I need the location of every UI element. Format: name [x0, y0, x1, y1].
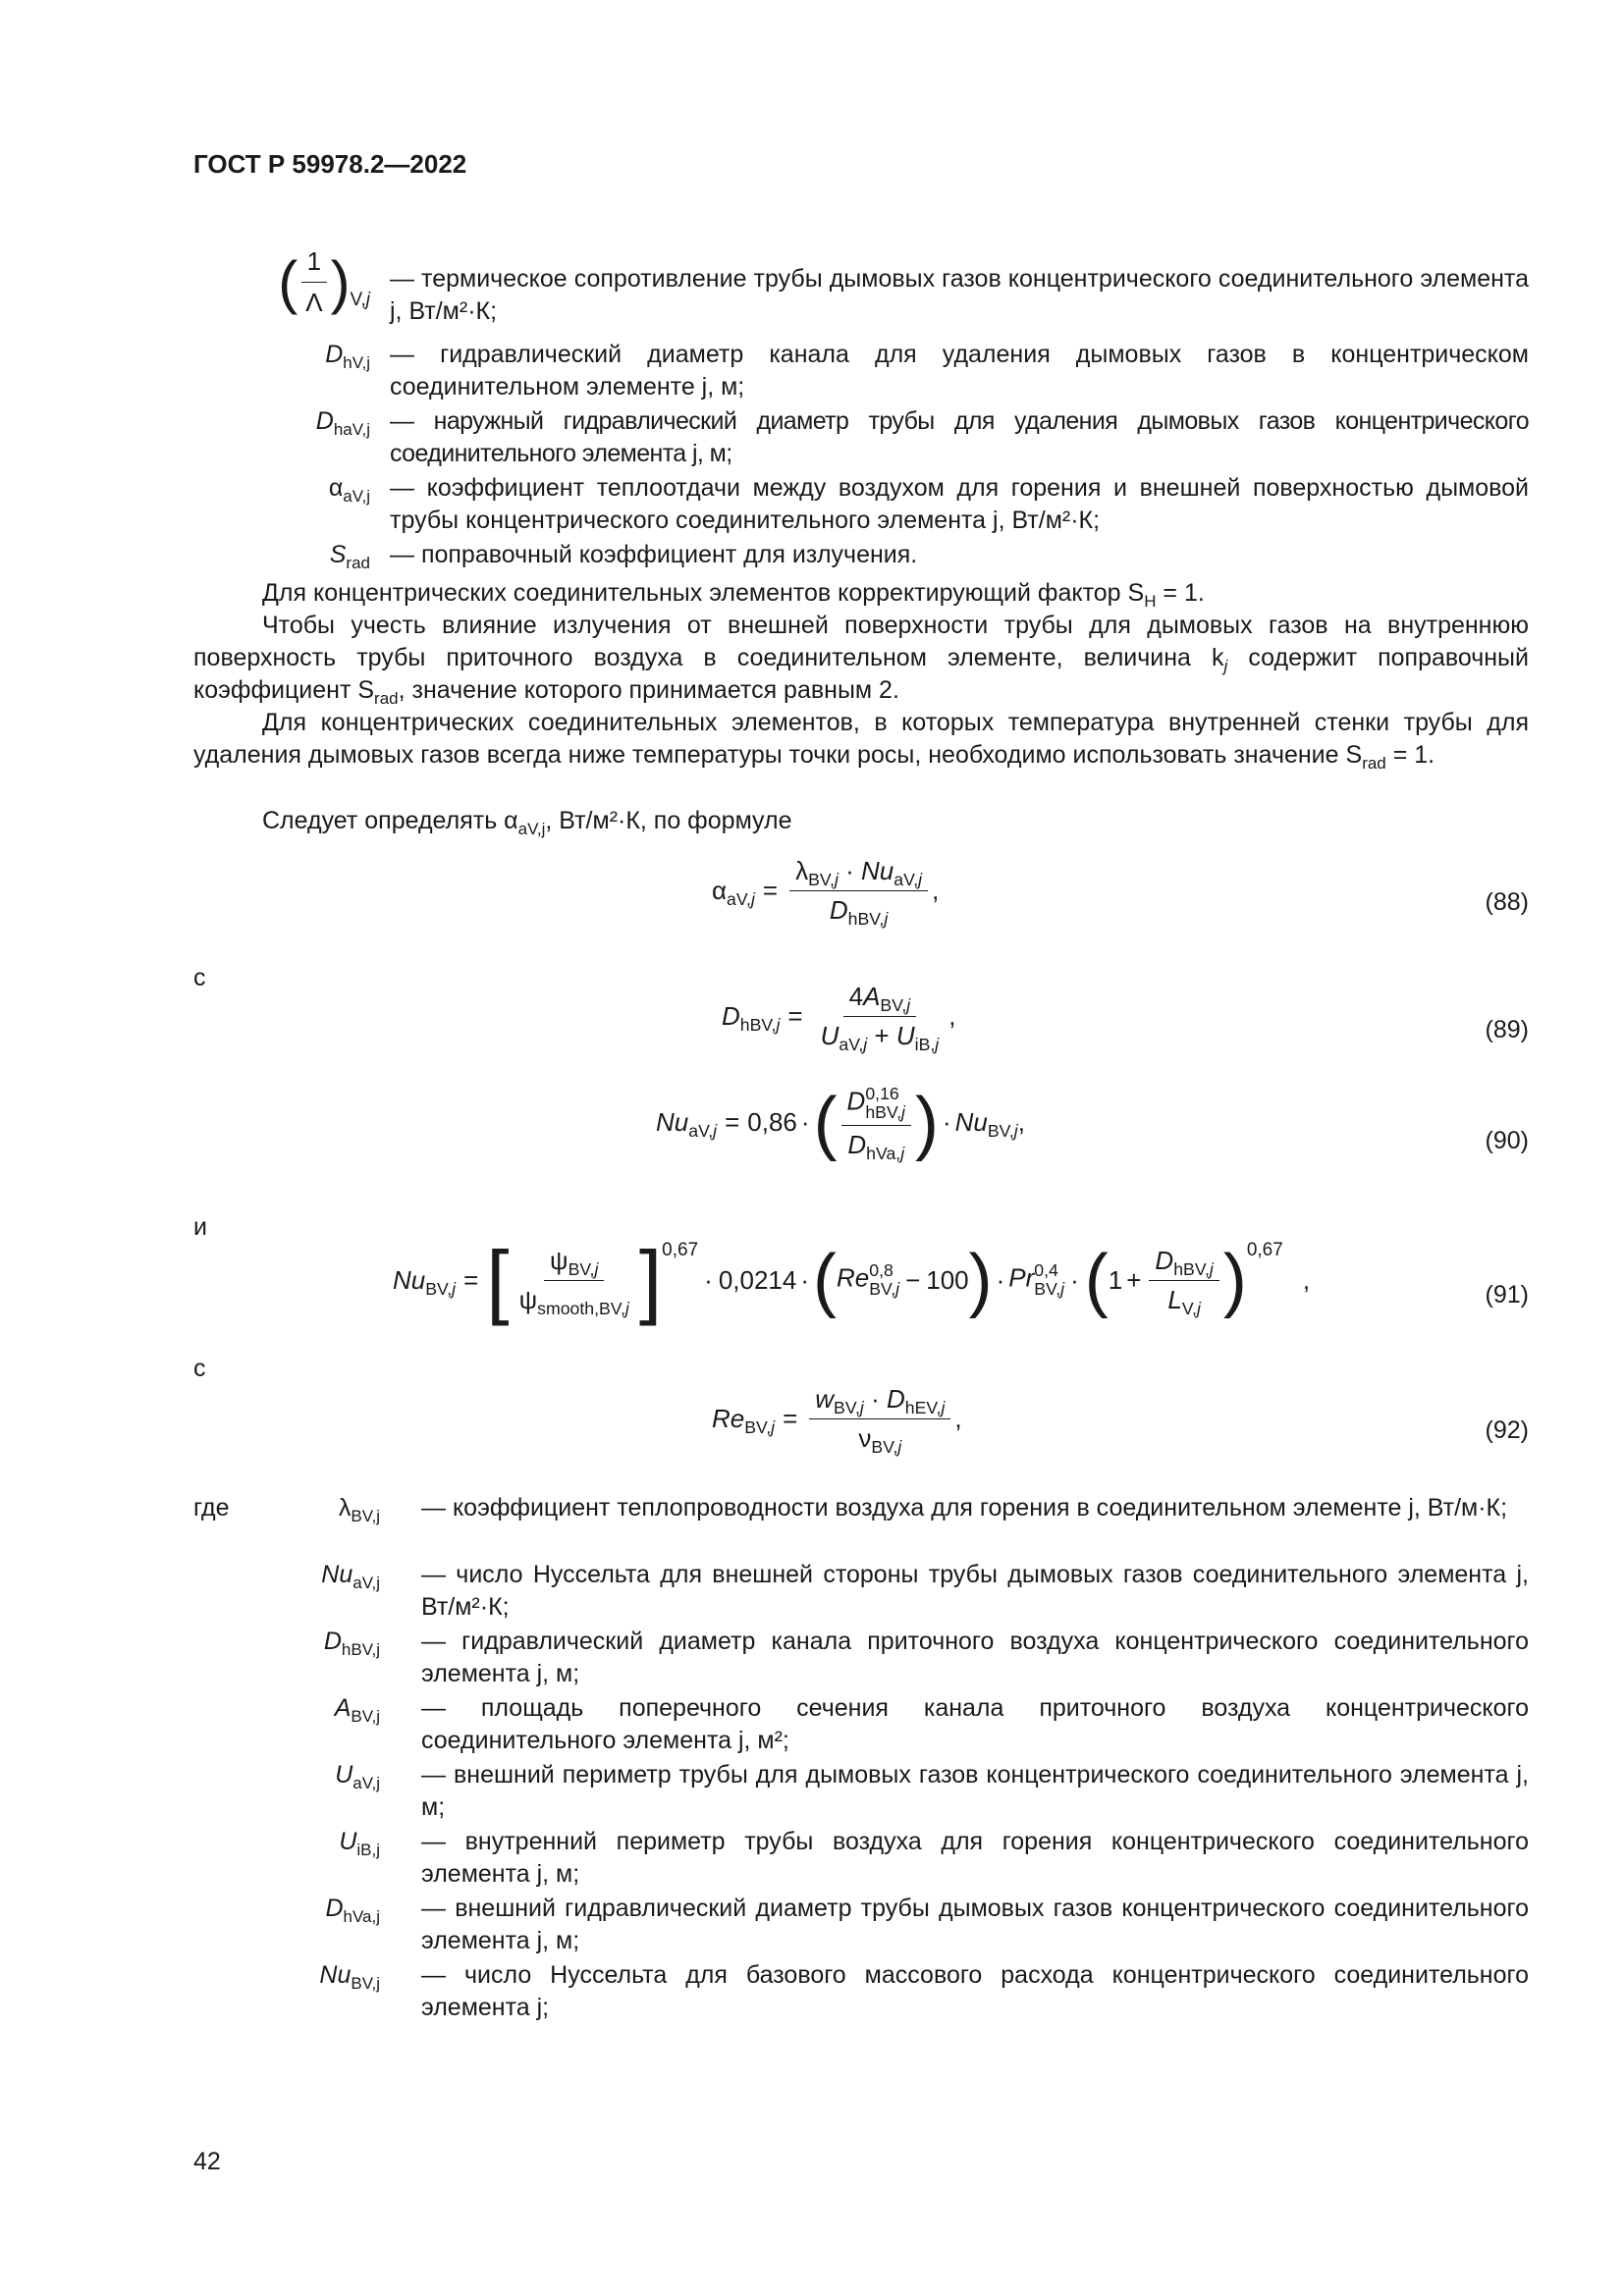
equation-number-92: (92)	[1485, 1416, 1529, 1444]
label-where: где	[193, 1494, 230, 1522]
paragraph-determine: Следует определять $\alpha_{aV,j}$, Вт/м²·К, по формуле	[262, 807, 792, 838]
page-number: 42	[193, 2148, 221, 2175]
equation-number-88: (88)	[1485, 888, 1529, 916]
document-header: ГОСТ Р 59978.2—2022	[193, 149, 467, 179]
paragraph-sh: Для концентрических соединительных элементов корректирующий фактор $S_H = 1$.	[262, 579, 1205, 611]
label-i: и	[193, 1213, 207, 1241]
equation-91: $Nu_{BV,j}$ = [ $\frac{\psi_{BV,j}}{\psi_{smooth,BV,j}}$ ] $^{0,67}$ · 0,0214 · ( Re 0,8 BV,j − 100 ) · Pr 0,4 BV,j · ( 1 + $\frac{D_{hBV,j}}{L_{V,j}}$ ) $^{0,67}$ ,	[393, 1234, 1311, 1326]
equation-88: $\alpha_{aV,j}$ = $\frac{\lambda_{BV,j} \cdot Nu_{aV,j}}{D_{hBV,j}}$ ,	[712, 856, 940, 930]
def-thermal-resistance	[193, 245, 1529, 324]
def-symbol: ( $\frac{1}{\Lambda}$ ) V,j	[278, 246, 370, 317]
paragraph-radiation: Чтобы учесть влияние излучения от внешней поверхности трубы для дымовых газов на внутреннюю поверхность трубы приточного воздуха в соединительном элементе, величина $k_j$ содержит поправочный коэффициент $S_{rad}$, значение которого принимается равным 2.	[193, 612, 1529, 708]
equation-89: $D_{hBV,j}$ = $\frac{4A_{BV,j}}{U_{aV,j} + U_{iB,j}}$ ,	[722, 982, 956, 1055]
label-c: с	[193, 964, 206, 991]
equation-number-90: (90)	[1485, 1127, 1529, 1154]
equation-90: $Nu_{aV,j}$ = 0,86 · ( D 0,16 hBV,j $D_{hVa,j}$ ) · $Nu_{BV,j}$ ,	[656, 1083, 1025, 1164]
equation-number-89: (89)	[1485, 1016, 1529, 1043]
equation-number-91: (91)	[1485, 1281, 1529, 1308]
def-text: — термическое сопротивление трубы дымовых газов концентрического соединительного элемента j, Вт/м²·К;	[390, 265, 1529, 325]
equation-92: $Re_{BV,j}$ = $\frac{w_{BV,j} \cdot D_{hEV,j}}{\nu_{BV,j}}$ ,	[712, 1384, 962, 1458]
paragraph-dewpoint: Для концентрических соединительных элементов, в которых температура внутренней стенки трубы для удаления дымовых газов всегда ниже температуры точки росы, необходимо использовать значение $S_{rad} = 1$.	[193, 709, 1529, 773]
label-c2: с	[193, 1355, 206, 1382]
